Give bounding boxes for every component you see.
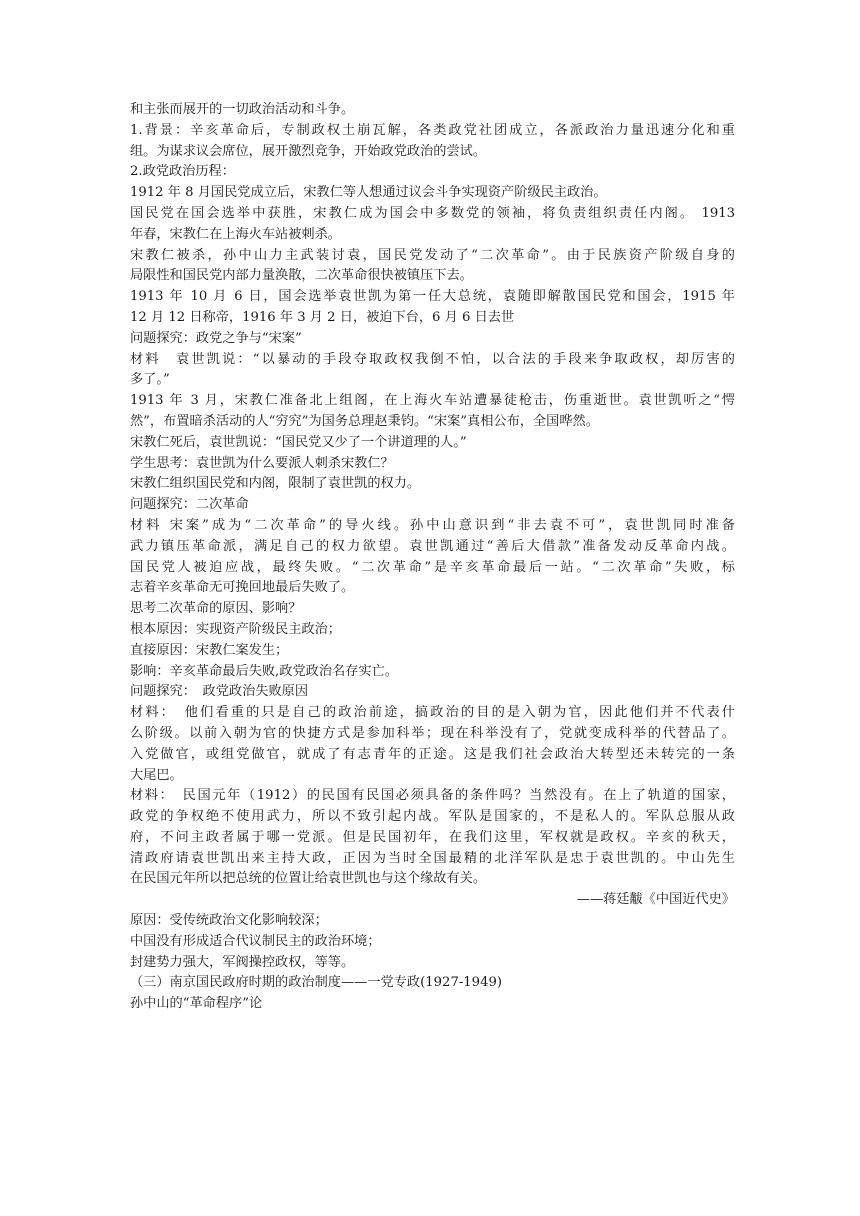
text-line: 大尾巴。: [130, 767, 183, 783]
text-line: 府，不问主政者属于哪一党派。但是民国初年，在我们这里，军权就是政权。辛亥的秋天，: [130, 829, 735, 845]
text-line: 学生思考：袁世凯为什么要派人刺杀宋教仁？: [130, 455, 394, 471]
text-line: 材料 袁世凯说：“以暴动的手段夺取政权我倒不怕，以合法的手段来争取政权，却厉害的: [130, 351, 735, 367]
text-line: 国民党人被迫应战，最终失败。“二次革命”是辛亥革命最后一站。“二次革命”失败，标: [130, 559, 735, 575]
text-line: 1.背景：辛亥革命后，专制政权土崩瓦解，各类政党社团成立，各派政治力量迅速分化和重: [130, 122, 735, 138]
text-line: 直接原因：宋教仁案发生；: [130, 642, 289, 658]
text-line: 清政府请袁世凯出来主持大政，正因为当时全国最精的北洋军队是忠于袁世凯的。中山先生: [130, 850, 735, 866]
text-line: （三）南京国民政府时期的政治制度——一党专政(1927-1949): [130, 975, 502, 991]
text-line: 组。为谋求议会席位，展开激烈竞争，开始政党政治的尝试。: [130, 143, 487, 159]
text-line: 封建势力强大，军阀操控政权，等等。: [130, 954, 355, 970]
document-body: [130, 100, 735, 1015]
text-line: ——蒋廷黻《中国近代史》: [576, 892, 735, 908]
text-line: 根本原因：实现资产阶级民主政治；: [130, 621, 341, 637]
text-line: 2.政党政治历程：: [130, 164, 235, 180]
text-line: 宋教仁被杀，孙中山力主武装讨袁，国民党发动了“二次革命”。由于民族资产阶级自身的: [130, 247, 735, 263]
text-line: 1913 年 10 月 6 日，国会选举袁世凯为第一任大总统，袁随即解散国民党和国会，1915 年: [130, 289, 735, 305]
text-line: 多了。”: [130, 372, 170, 388]
text-line: 局限性和国民党内部力量涣散，二次革命很快被镇压下去。: [130, 268, 473, 284]
text-line: 1912 年 8 月国民党成立后，宋教仁等人想通过议会斗争实现资产阶级民主政治。: [130, 185, 607, 201]
text-line: 原因：受传统政治文化影响较深；: [130, 913, 328, 929]
text-line: 年春，宋教仁在上海火车站被刺杀。: [130, 226, 341, 242]
text-line: 国民党在国会选举中获胜，宋教仁成为国会中多数党的领袖，将负责组织责任内阁。 1913: [130, 205, 735, 221]
text-line: 材料 宋案”成为“二次革命”的导火线。孙中山意识到“非去袁不可”，袁世凯同时准备: [130, 517, 735, 533]
text-line: 宋教仁组织国民党和内阁，限制了袁世凯的权力。: [130, 476, 421, 492]
text-line: 宋教仁死后，袁世凯说：“国民党又少了一个讲道理的人。”: [130, 434, 467, 450]
text-line: 然”，布置暗杀活动的人“穷究”为国务总理赵秉钧。“宋案”真相公布，全国哗然。: [130, 413, 599, 429]
text-line: 志着辛亥革命无可挽回地最后失败了。: [130, 580, 355, 596]
text-line: 武力镇压革命派，满足自己的权力欲望。袁世凯通过“善后大借款”准备发动反革命内战。: [130, 538, 735, 554]
text-line: 和主张而展开的一切政治活动和斗争。: [130, 102, 355, 117]
text-line: 中国没有形成适合代议制民主的政治环境；: [130, 933, 381, 949]
text-line: 政党的争权绝不使用武力，所以不致引起内战。军队是国家的，不是私人的。军队总服从政: [130, 809, 735, 825]
text-line: 么阶级。以前入朝为官的快捷方式是参加科举；现在科举没有了，党就变成科举的代替品了。: [130, 725, 735, 741]
text-line: 问题探究： 政党政治失败原因: [130, 684, 309, 700]
text-line: 孙中山的“革命程序”论: [130, 996, 263, 1012]
text-line: 材料： 民国元年（1912）的民国有民国必须具备的条件吗？当然没有。在上了轨道的国家，: [130, 788, 735, 804]
text-line: 问题探究：政党之争与“宋案”: [130, 330, 302, 346]
text-line: 在民国元年所以把总统的位置让给袁世凯也与这个缘故有关。: [130, 871, 487, 887]
text-line: 入党做官，或组党做官，就成了有志青年的正途。这是我们社会政治大转型还未转完的一条: [130, 746, 735, 762]
text-line: 问题探究：二次革命: [130, 497, 249, 513]
text-line: 12 月 12 日称帝，1916 年 3 月 2 日，被迫下台，6 月 6 日去世: [130, 309, 515, 325]
text-line: 思考二次革命的原因、影响？: [130, 601, 302, 617]
text-line: 1913 年 3 月，宋教仁准备北上组阁，在上海火车站遭暴徒枪击，伤重逝世。袁世凯听之“愕: [130, 393, 735, 409]
text-line: 材料： 他们看重的只是自己的政治前途，搞政治的目的是入朝为官，因此他们并不代表什: [130, 705, 735, 721]
text-line: 影响：辛亥革命最后失败,政党政治名存实亡。: [130, 663, 398, 679]
